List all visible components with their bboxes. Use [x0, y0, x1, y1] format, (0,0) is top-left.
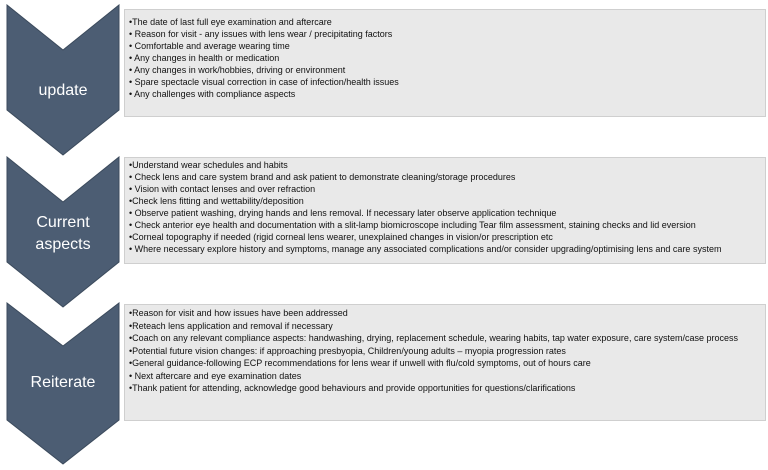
list-item: •Reteach lens application and removal if necessary: [129, 320, 333, 331]
panel-current-aspects: [124, 157, 766, 264]
chevron-current-aspects: [6, 156, 120, 308]
list-item: • Observe patient washing, drying hands and lens removal. If necessary later observe application technique: [129, 208, 557, 218]
list-item: •Thank patient for attending, acknowledge good behaviours and provide opportunities for questions/clarifications: [129, 383, 576, 393]
list-item: • Any changes in work/hobbies, driving or environment: [129, 65, 346, 75]
chevron-update: [6, 4, 120, 156]
chevron-reiterate: [6, 302, 120, 466]
list-item: • Any changes in health or medication: [129, 53, 280, 63]
list-item: •General guidance-following ECP recommendations for lens wear if unwell with flu/cold symptoms, out of hours care: [129, 358, 591, 368]
chevron-update-label: [6, 80, 120, 102]
reiterate-item-list: [129, 307, 761, 395]
list-item: • Reason for visit - any issues with lens wear / precipitating factors: [129, 29, 393, 39]
chevron-current-aspects-label-line-2: aspects: [35, 236, 91, 253]
list-item: •Coach on any relevant compliance aspects: handwashing, drying, replacement schedule, wearing habits, tap water exposure, care system/case process: [129, 333, 738, 343]
current-aspects-item-list: [129, 159, 761, 255]
list-item: •Potential future vision changes: if approaching presbyopia, Children/young adults – myopia progression rates: [129, 345, 566, 356]
panel-update: [124, 9, 766, 117]
chevron-update-label-line-1: update: [38, 82, 88, 99]
list-item: • Where necessary explore history and symptoms, manage any associated complications and/or consider upgrading/optimising lens and care system: [129, 244, 722, 254]
list-item: •Corneal topography if needed (rigid corneal lens wearer, unexplained changes in vision/or prescription etc: [129, 232, 553, 242]
panel-reiterate: [124, 304, 766, 421]
chevron-reiterate-label-line-1: Reiterate: [30, 374, 96, 391]
list-item: • Comfortable and average wearing time: [129, 41, 290, 51]
list-item: • Vision with contact lenses and over refraction: [129, 184, 316, 194]
chevron-current-aspects-label: [6, 212, 120, 256]
list-item: • Spare spectacle visual correction in case of infection/health issues: [129, 77, 399, 87]
chevron-current-aspects-label-line-1: Current: [36, 214, 90, 231]
list-item: •Understand wear schedules and habits: [129, 160, 288, 170]
list-item: • Any challenges with compliance aspects: [129, 89, 296, 99]
list-item: •Reason for visit and how issues have been addressed: [129, 308, 348, 318]
list-item: • Next aftercare and eye examination dates: [129, 370, 302, 381]
list-item: •The date of last full eye examination and aftercare: [129, 17, 332, 27]
update-item-list: [129, 16, 761, 100]
chevron-reiterate-label: [6, 372, 120, 394]
list-item: •Check lens fitting and wettability/deposition: [129, 196, 304, 206]
list-item: • Check lens and care system brand and ask patient to demonstrate cleaning/storage procedures: [129, 172, 516, 182]
list-item: • Check anterior eye health and documentation with a slit-lamp biomicroscope including Tear film assessment, staining checks and lid eversion: [129, 220, 696, 230]
